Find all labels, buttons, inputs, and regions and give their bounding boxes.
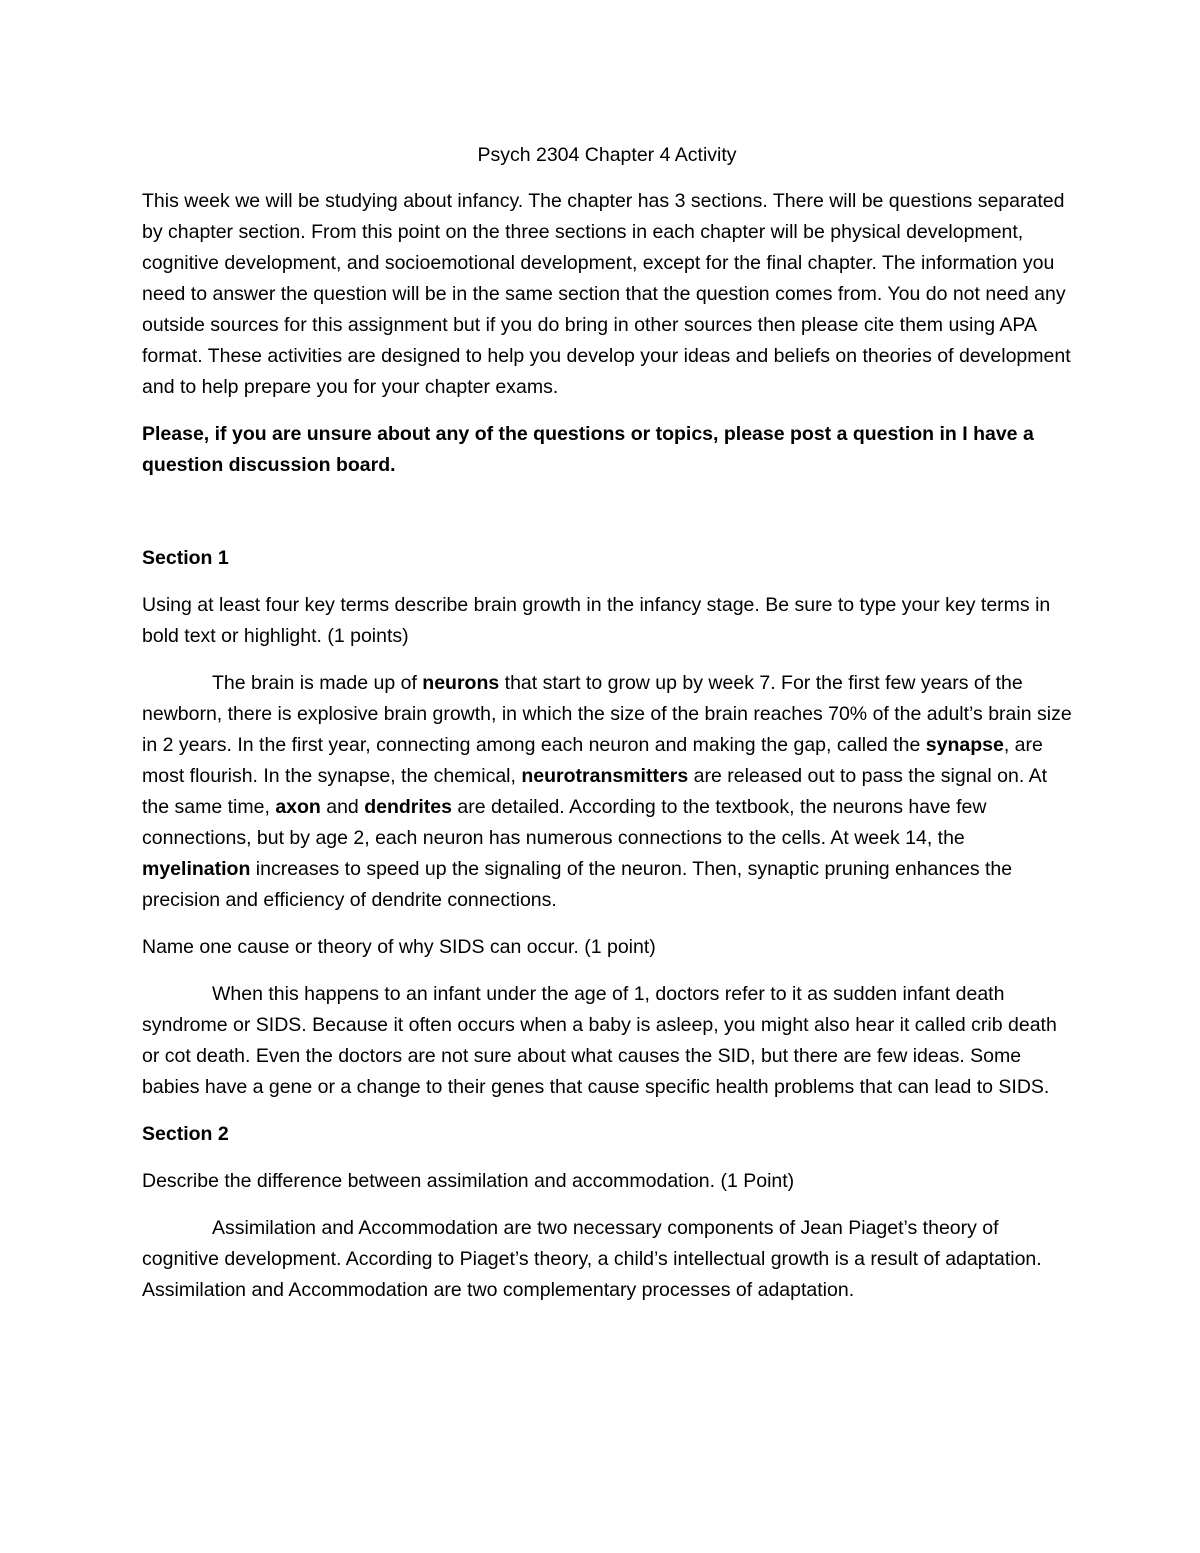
key-term-myelination: myelination xyxy=(142,858,251,880)
answer-text: increases to speed up the signaling of the neuron. Then, synaptic pruning enhances the precision and efficiency of dendrite connections. xyxy=(142,858,1013,911)
section-2-question-1: Describe the difference between assimilation and accommodation. (1 Point) xyxy=(142,1170,795,1192)
answer-text: and xyxy=(320,796,365,818)
answer-text: The brain is made up of xyxy=(212,672,423,694)
section-1-question-2: Name one cause or theory of why SIDS can occur. (1 point) xyxy=(142,936,656,958)
answer-text: are detailed. According to the textbook, the neurons have few connections, but by age 2, each neuron has numerous connections to the cells. At week 14, the xyxy=(142,796,987,849)
section-1-question-1: Using at least four key terms describe brain growth in the infancy stage. Be sure to type your key terms in bold text or highlight. (1 points) xyxy=(142,594,1051,647)
section-1-answer-2: When this happens to an infant under the age of 1, doctors refer to it as sudden infant death syndrome or SIDS. Because it often occurs when a baby is asleep, you might also hear it called crib death or cot death. Even the doctors are not sure about what causes the SID, but there are few ideas. Some babies have a gene or a change to their genes that cause specific health problems that can lead to SIDS. xyxy=(142,983,1057,1098)
discussion-note: Please, if you are unsure about any of the questions or topics, please post a question in I have a question discussion board. xyxy=(142,423,1034,476)
answer-text: , are most flourish. In the synapse, the chemical, xyxy=(142,734,1043,787)
key-term-synapse: synapse xyxy=(925,734,1004,756)
answer-text: that start to grow up by week 7. For the first few years of the newborn, there is explosive brain growth, in which the size of the brain reaches 70% of the adult’s brain size in 2 years. In the first year, connecting among each neuron and making the gap, called the xyxy=(142,672,1072,756)
answer-text: are released out to pass the signal on. At the same time, xyxy=(142,765,1048,818)
document-content xyxy=(142,140,1072,1322)
intro-paragraph: This week we will be studying about infancy. The chapter has 3 sections. There will be questions separated by chapter section. From this point on the three sections in each chapter will be physical development, cognitive development, and socioemotional development, except for the final chapter. The information you need to answer the question will be in the same section that the question comes from. You do not need any outside sources for this assignment but if you do bring in other sources then please cite them using APA format. These activities are designed to help you develop your ideas and beliefs on theories of development and to help prepare you for your chapter exams. xyxy=(142,190,1071,398)
section-1-heading: Section 1 xyxy=(142,547,229,569)
document-title: Psych 2304 Chapter 4 Activity xyxy=(477,144,737,166)
key-term-neurotransmitters: neurotransmitters xyxy=(521,765,689,787)
key-term-axon: axon xyxy=(275,796,321,818)
key-term-neurons: neurons xyxy=(422,672,500,694)
section-1-answer-1 xyxy=(142,668,1072,916)
section-2-answer-1: Assimilation and Accommodation are two necessary components of Jean Piaget’s theory of cognitive development. According to Piaget’s theory, a child’s intellectual growth is a result of adaptation. Assimilation and Accommodation are two complementary processes of adaptation. xyxy=(142,1217,1042,1301)
section-2-heading: Section 2 xyxy=(142,1123,229,1145)
key-term-dendrites: dendrites xyxy=(364,796,452,818)
